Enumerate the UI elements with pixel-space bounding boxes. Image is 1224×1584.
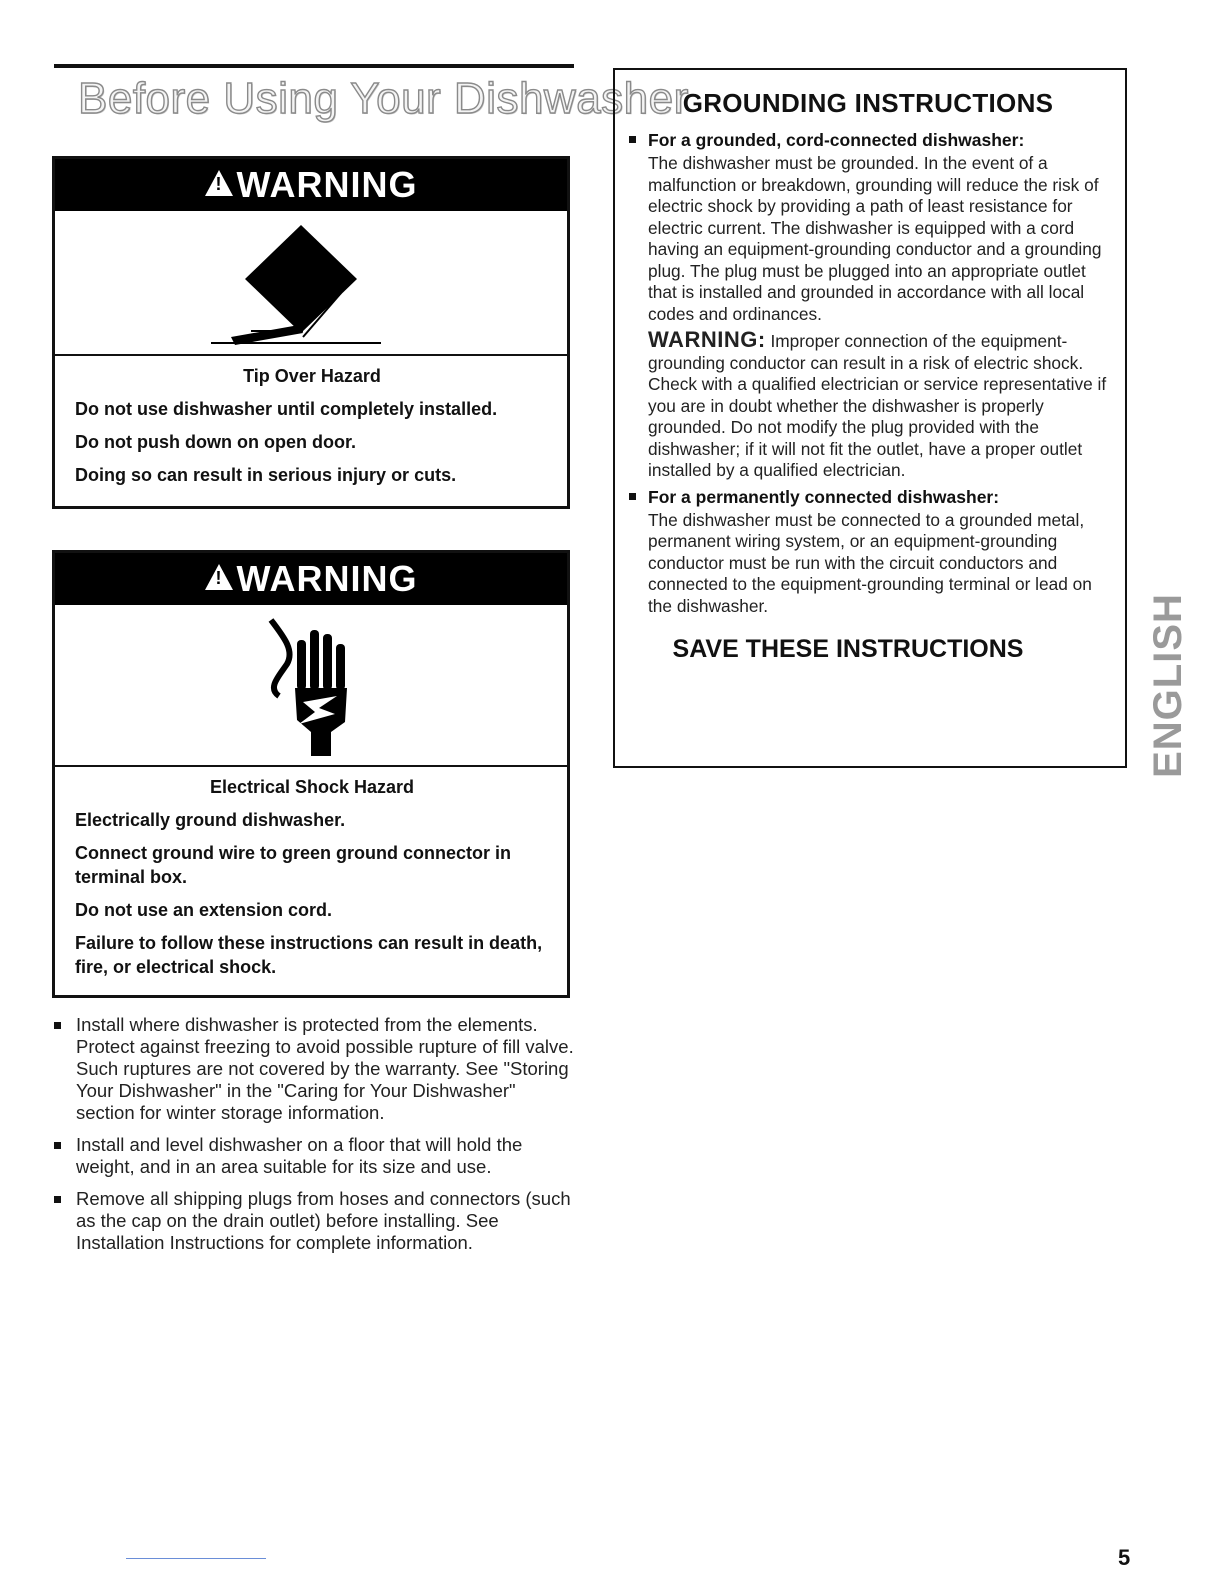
grounding-title: GROUNDING INSTRUCTIONS [682, 88, 1054, 118]
warning-line: Connect ground wire to green ground connector in terminal box. [75, 843, 511, 887]
electrical-shock-hazard-icon [55, 605, 567, 767]
cord-connected-heading: For a grounded, cord-connected dishwasher: [627, 129, 1109, 151]
warning-line: Doing so can result in serious injury or cuts. [75, 465, 457, 485]
list-item: Install and level dishwasher on a floor that will hold the weight, and in an area suitable for its size and use. [54, 1134, 574, 1178]
electrical-shock-warning-box [52, 550, 570, 998]
warning-header [55, 159, 567, 211]
tip-over-warning-box [52, 156, 570, 509]
hazard-name: Tip Over Hazard [243, 366, 381, 386]
page-number: 5 [1118, 1545, 1131, 1570]
list-item: Remove all shipping plugs from hoses and connectors (such as the cap on the drain outlet) before installing. See Installation Instructions for complete information. [54, 1188, 574, 1254]
warning-text [55, 356, 567, 508]
language-tab-label: ENGLISH [1145, 592, 1190, 778]
page-title: Before Using Your Dishwasher [78, 74, 689, 123]
warning-header-label: WARNING [236, 558, 418, 599]
install-notes [54, 1014, 574, 1264]
title-rule [54, 64, 574, 68]
bullet-icon [629, 136, 636, 143]
warning-line: Electrically ground dishwasher. [75, 810, 346, 830]
grounding-warning [627, 329, 1109, 482]
warning-header-label: WARNING [236, 164, 418, 205]
permanent-text: The dishwasher must be connected to a grounded metal, permanent wiring system, or an equipment-grounding conductor must be run with the circuit conductors and connected to the equipment-grounding terminal or lead on the dishwasher. [648, 509, 1092, 616]
bullet-icon [54, 1022, 61, 1029]
warning-header [55, 553, 567, 605]
warning-line: Do not use an extension cord. [75, 900, 333, 920]
bullet-icon [54, 1196, 61, 1203]
tip-over-hazard-icon [55, 211, 567, 356]
grounding-warning-lead: WARNING: [648, 327, 766, 352]
warning-text [55, 767, 567, 1000]
bullet-icon [54, 1142, 61, 1149]
bullet-icon [629, 493, 636, 500]
footer-line [126, 1558, 266, 1559]
permanent-heading: For a permanently connected dishwasher: [627, 486, 1109, 508]
cord-connected-text: The dishwasher must be grounded. In the event of a malfunction or breakdown, grounding will reduce the risk of electric shock by providing a path of least resistance for electric current. The dishwasher is equipped with a cord having an equipment-grounding conductor and a grounding plug. The plug must be plugged into an appropriate outlet that is installed and grounded in accordance with all local codes and ordinances. [648, 153, 1102, 324]
save-instructions: SAVE THESE INSTRUCTIONS [672, 635, 1024, 663]
warning-line: Do not use dishwasher until completely installed. [75, 399, 498, 419]
grounding-instructions-box [613, 68, 1127, 768]
list-item: Install where dishwasher is protected from the elements. Protect against freezing to avoid possible rupture of fill valve. Such ruptures are not covered by the warranty. See "Storing Your Dishwasher" in the "Caring for Your Dishwasher" section for winter storage information. [54, 1014, 574, 1124]
language-tab [1145, 560, 1190, 810]
hazard-name: Electrical Shock Hazard [209, 777, 415, 797]
warning-triangle-icon [205, 564, 233, 590]
warning-triangle-icon [205, 170, 233, 196]
grounding-warning-text: Improper connection of the equipment-grounding conductor can result in a risk of electric shock. Check with a qualified electrician or service representative if you are in doubt whether the dishwasher is properly grounded. Do not modify the plug provided with the dishwasher; if it will not fit the outlet, have a proper outlet installed by a qualified electrician. [648, 331, 1107, 480]
warning-line: Failure to follow these instructions can result in death, fire, or electrical shock. [75, 933, 543, 977]
warning-line: Do not push down on open door. [75, 432, 356, 452]
